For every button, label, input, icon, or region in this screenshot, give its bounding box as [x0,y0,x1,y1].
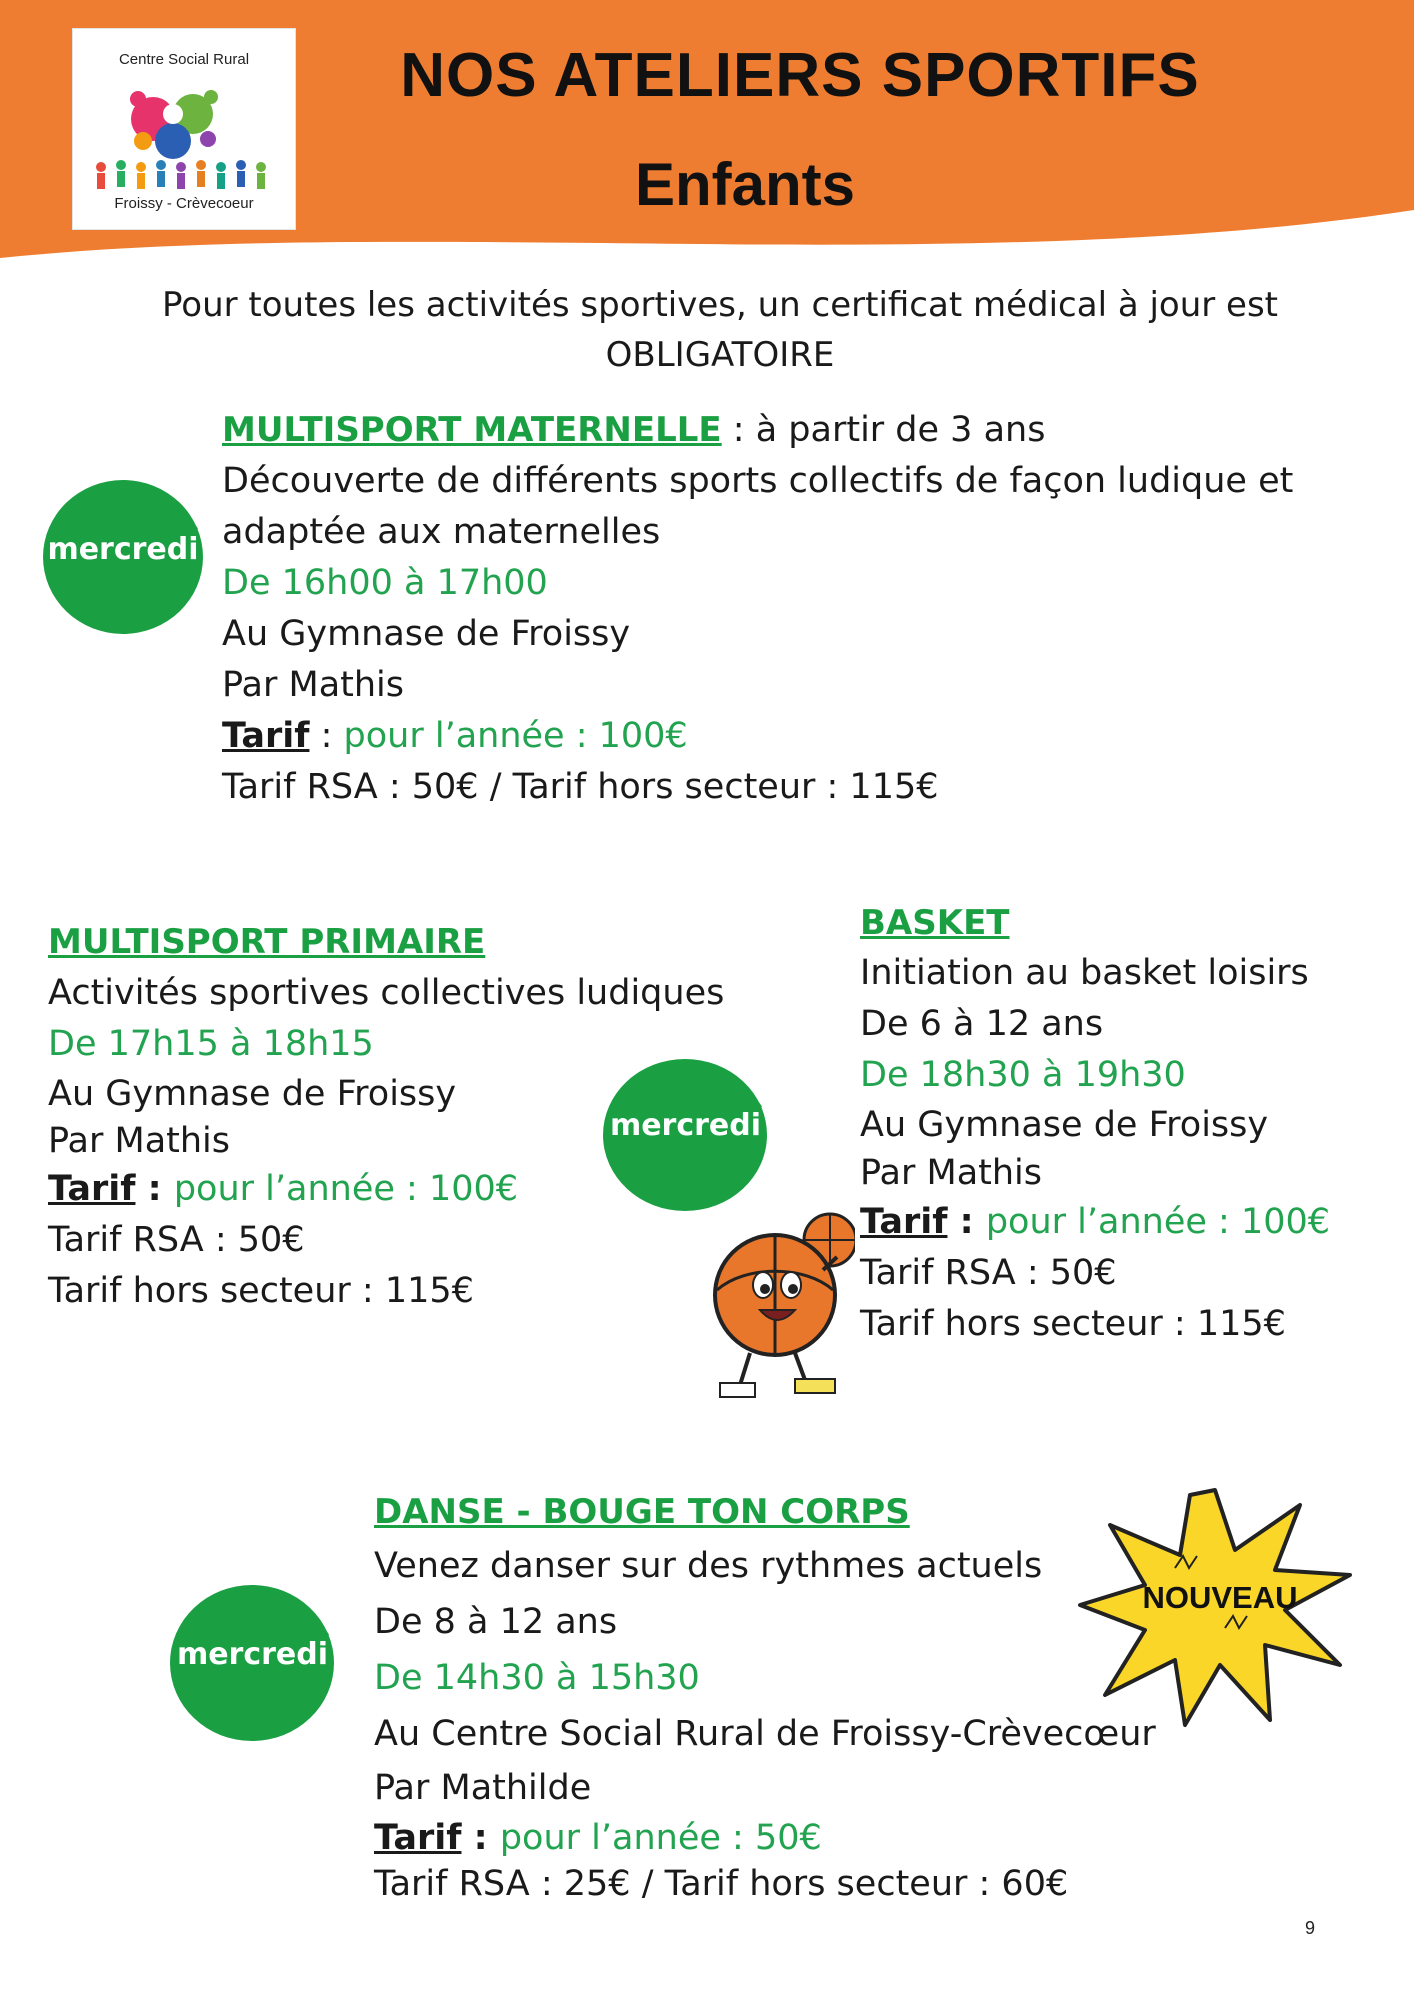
tarif-separator: : [461,1818,500,1858]
activity-desc-2: adaptée aux maternelles [222,512,661,552]
activity-danse [374,1487,1156,1906]
tarif-extra: Tarif RSA : 50€ / Tarif hors secteur : 115€ [222,767,939,807]
basketball-mascot-icon [705,1195,855,1415]
tarif-rsa: Tarif RSA : 50€ [860,1253,1117,1293]
tarif-label: Tarif [222,716,310,756]
activity-heading: DANSE - BOUGE TON CORPS [374,1492,910,1532]
logo-paint-hands-icon [83,69,283,199]
activity-multisport-maternelle [222,405,1293,813]
activity-time: De 14h30 à 15h30 [374,1658,700,1698]
badge-label-1: mercredi [47,532,199,567]
badge-label-3: mercredi [176,1637,329,1672]
logo-bottom-text: Froissy - Crèvecoeur [114,195,254,212]
activity-age: De 8 à 12 ans [374,1602,618,1642]
activity-place: Au Gymnase de Froissy [860,1105,1269,1145]
activity-desc-1: Initiation au basket loisirs [860,953,1309,993]
activity-heading: MULTISPORT PRIMAIRE [48,922,486,962]
tarif-value: pour l’année : 100€ [985,1202,1331,1242]
activity-age: De 6 à 12 ans [860,1004,1104,1044]
tarif-value: pour l’année : 100€ [173,1169,519,1209]
medical-notice [80,280,1360,380]
activity-time: De 17h15 à 18h15 [48,1024,374,1064]
activity-time: De 18h30 à 19h30 [860,1055,1186,1095]
activity-place: Au Gymnase de Froissy [48,1074,457,1114]
activity-place: Au Centre Social Rural de Froissy-Crèvecœur [374,1714,1156,1754]
logo [72,28,296,230]
page-number: 9 [1305,1918,1316,1938]
activity-time: De 16h00 à 17h00 [222,563,548,603]
tarif-label: Tarif [48,1169,136,1209]
badge-label-2: mercredi [609,1108,762,1143]
logo-top-text: Centre Social Rural [118,51,250,68]
activity-instructor: Par Mathis [222,665,405,705]
tarif-extra: Tarif RSA : 25€ / Tarif hors secteur : 60€ [374,1864,1069,1904]
tarif-value: pour l’année : 100€ [343,716,688,756]
tarif-label: Tarif [374,1818,462,1858]
activity-age: : à partir de 3 ans [721,410,1046,450]
activity-heading: BASKET [860,903,1010,943]
tarif-separator: : [947,1202,986,1242]
activity-instructor: Par Mathilde [374,1768,592,1808]
tarif-label: Tarif [860,1202,948,1242]
notice-line-2: OBLIGATOIRE [605,335,835,375]
activity-heading: MULTISPORT MATERNELLE [222,410,722,450]
tarif-hors-secteur: Tarif hors secteur : 115€ [48,1271,474,1311]
page-subtitle: Enfants [634,151,856,218]
activity-desc-1: Activités sportives collectives ludiques [48,973,725,1013]
activity-desc-1: Découverte de différents sports collectifs de façon ludique et [222,461,1294,501]
tarif-separator: : [135,1169,174,1209]
activity-basket [860,898,1330,1350]
activity-instructor: Par Mathis [48,1121,231,1161]
tarif-separator: : [309,716,344,756]
activity-desc-1: Venez danser sur des rythmes actuels [374,1546,1043,1586]
new-badge-label: NOUVEAU [1142,1580,1298,1615]
tarif-value: pour l’année : 50€ [499,1818,822,1858]
tarif-hors-secteur: Tarif hors secteur : 115€ [860,1304,1286,1344]
page-title: NOS ATELIERS SPORTIFS [400,41,1200,110]
notice-line-1: Pour toutes les activités sportives, un certificat médical à jour est [161,285,1279,325]
activity-place: Au Gymnase de Froissy [222,614,631,654]
tarif-rsa: Tarif RSA : 50€ [48,1220,305,1260]
activity-instructor: Par Mathis [860,1153,1043,1193]
